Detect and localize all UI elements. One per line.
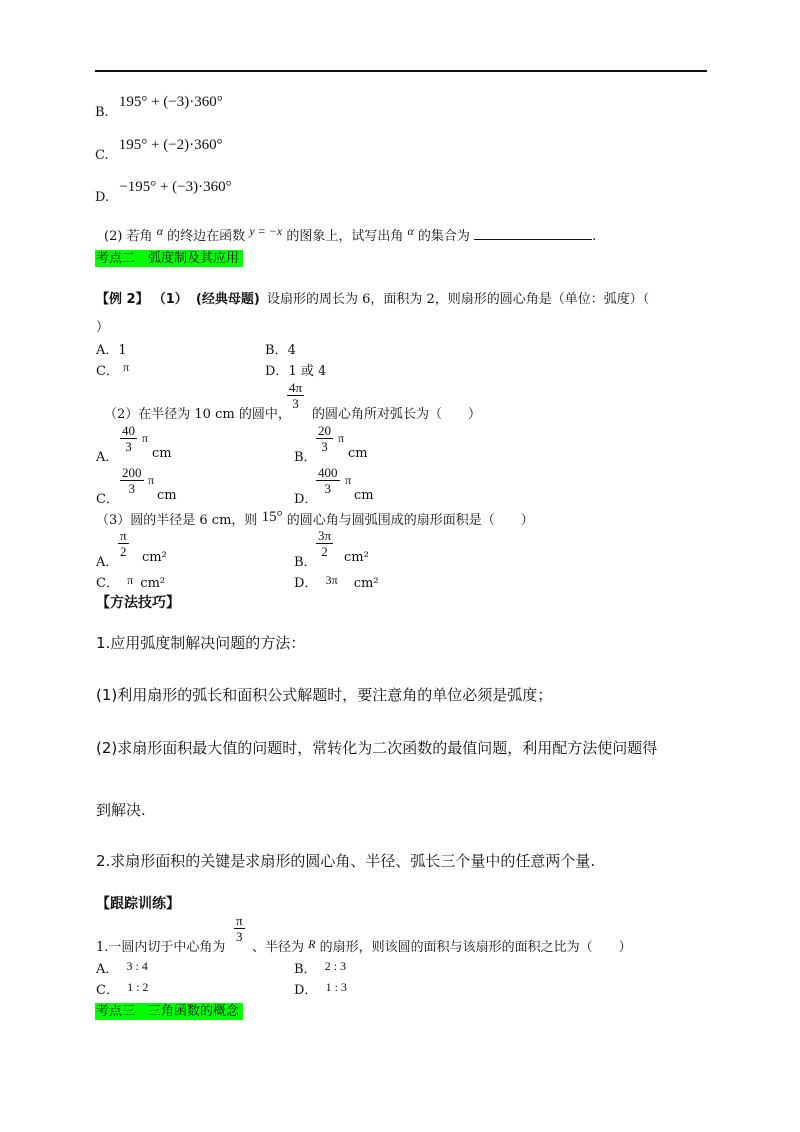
pi-symbol: π	[338, 431, 345, 445]
fraction-numerator: 3π	[318, 528, 332, 543]
fraction-numerator: π	[236, 913, 243, 928]
unit: cm	[354, 488, 374, 503]
q1-part2-question	[104, 225, 596, 244]
question-text: （2）在半径为 10 cm 的圆中，	[104, 407, 291, 422]
unit: cm²	[353, 576, 379, 591]
option-b-fraction	[316, 528, 333, 559]
methods-line: (1)利用扇形的弧长和面积公式解题时，要注意角的单位必须是弧度；	[96, 686, 553, 704]
option-b-fraction	[316, 423, 333, 454]
part-3-option-d	[294, 572, 379, 591]
practice-option-c	[96, 979, 148, 998]
example-2-option-d	[265, 360, 326, 379]
angle-value: 15°	[261, 509, 283, 525]
math-symbol: α	[156, 224, 164, 238]
close-paren: ）	[96, 320, 110, 335]
option-label: C．	[96, 576, 119, 591]
q1-option-d	[95, 179, 232, 206]
option-label: C.	[95, 148, 109, 163]
header-rule	[95, 70, 707, 72]
part-2-question-prefix	[104, 403, 291, 422]
unit: cm²	[140, 576, 166, 591]
option-label: D．	[265, 364, 289, 379]
fraction-denominator: 3	[321, 439, 328, 454]
option-expression: −195° + (−3)·360°	[119, 179, 232, 195]
option-label: B．	[294, 962, 317, 977]
question-text: 、半径为	[252, 940, 305, 955]
pi-symbol: π	[345, 473, 352, 487]
practice-option-b	[294, 958, 346, 977]
option-label: B．	[265, 343, 288, 358]
q1-option-c	[95, 137, 223, 164]
section-title: 考点三 三角函数的概念	[95, 1003, 243, 1020]
question-text: 的扇形，则该圆的面积与该扇形的面积之比为（ ）	[319, 940, 632, 955]
methods-line: 到解决.	[96, 801, 146, 819]
fraction-denominator: 2	[120, 544, 127, 559]
example-2-question	[96, 288, 649, 307]
option-d-fraction	[316, 465, 340, 496]
option-value: 1 : 2	[127, 980, 149, 994]
part-3-option-c	[96, 572, 165, 591]
fraction-denominator: 3	[324, 481, 331, 496]
answer-blank[interactable]	[474, 227, 592, 240]
unit: cm	[348, 446, 368, 461]
option-label: B．	[294, 555, 317, 570]
practice-question-rest	[252, 936, 632, 955]
option-label: D．	[294, 983, 318, 998]
example-2-option-a	[96, 339, 127, 358]
question-text: 的圆心角与圆弧围成的扇形面积是（ ）	[286, 513, 534, 528]
methods-line: 1.应用弧度制解决问题的方法：	[96, 634, 306, 652]
question-text: 的圆心角所对弧长为（ ）	[312, 407, 482, 422]
fraction-denominator: 3	[236, 929, 243, 944]
option-label: A．	[96, 450, 119, 465]
q1-option-b	[95, 94, 223, 121]
fraction	[234, 913, 245, 944]
fraction-denominator: 2	[321, 544, 328, 559]
pi-symbol: π	[148, 473, 155, 487]
option-expression: 195° + (−3)·360°	[118, 94, 223, 110]
option-label: D.	[95, 190, 110, 205]
option-label: C．	[96, 364, 119, 379]
example-2-option-c	[96, 360, 129, 379]
part-number: （1）	[152, 292, 188, 307]
methods-line: 2.求扇形面积的关键是求扇形的圆心角、半径、弧长三个量中的任意两个量.	[96, 852, 596, 870]
part-3-question	[96, 509, 534, 529]
fraction-denominator: 3	[125, 439, 132, 454]
fraction-denominator: 3	[128, 481, 135, 496]
option-value: 1 : 3	[325, 980, 347, 994]
option-label: A．	[96, 555, 119, 570]
pi-symbol: π	[142, 431, 149, 445]
fraction-numerator: 20	[318, 423, 331, 438]
unit: cm	[152, 446, 172, 461]
option-value: 3 : 4	[126, 959, 148, 973]
practice-heading: 【跟踪训练】	[96, 896, 180, 912]
methods-heading: 【方法技巧】	[96, 595, 180, 611]
option-label: A．	[96, 962, 119, 977]
fraction-numerator: 400	[318, 465, 338, 480]
section-title: 考点二 弧度制及其应用	[95, 250, 243, 267]
question-text: 1.一圆内切于中心角为	[96, 940, 226, 955]
section-heading	[95, 247, 243, 266]
option-label: A．	[96, 343, 119, 358]
unit: cm²	[344, 550, 369, 565]
option-label: C．	[96, 492, 119, 507]
period: .	[592, 229, 597, 244]
fraction-numerator: 40	[122, 423, 135, 438]
unit: cm	[157, 488, 177, 503]
fraction	[287, 380, 304, 411]
math-symbol: R	[308, 937, 316, 951]
question-text: 的图象上，试写出角	[286, 229, 404, 244]
option-value: 4	[287, 343, 296, 358]
option-value: π	[127, 573, 134, 587]
question-text: （3）圆的半径是 6 cm，则	[96, 513, 258, 528]
math-symbol: α	[407, 224, 414, 238]
example-label: 【例 2】	[96, 292, 149, 307]
question-text: 设扇形的周长为 6，面积为 2，则扇形的圆心角是（单位：弧度）（	[266, 292, 650, 307]
option-label: B．	[294, 450, 317, 465]
example-2-option-b	[265, 339, 296, 358]
option-a-fraction	[118, 528, 129, 559]
option-c-fraction	[120, 465, 144, 496]
fraction-numerator: π	[120, 528, 127, 543]
option-value: π	[122, 360, 130, 374]
fraction-denominator: 3	[292, 396, 299, 411]
unit: cm²	[142, 550, 167, 565]
option-expression: 195° + (−2)·360°	[118, 137, 223, 153]
fraction-numerator: 200	[122, 465, 142, 480]
math-expression: y = −x	[249, 224, 283, 238]
option-a-fraction	[120, 423, 137, 454]
question-text: 的终边在函数	[167, 229, 246, 244]
question-text: 的集合为	[417, 229, 470, 244]
option-label: B.	[95, 105, 109, 120]
practice-option-a	[96, 958, 148, 977]
option-value: 2 : 3	[324, 959, 347, 973]
option-label: C．	[96, 983, 119, 998]
fraction-numerator: 4π	[289, 380, 303, 395]
option-label: D．	[294, 576, 318, 591]
option-label: D．	[294, 492, 318, 507]
question-text: (2) 若角	[104, 229, 153, 244]
option-value: 1	[118, 343, 127, 358]
option-value: 1 或 4	[288, 364, 327, 379]
example-tag: (经典母题)	[195, 292, 260, 307]
option-value: 3π	[325, 573, 338, 587]
section-heading	[95, 1000, 243, 1019]
practice-option-d	[294, 979, 347, 998]
methods-line: (2)求扇形面积最大值的问题时，常转化为二次函数的最值问题，利用配方法使问题得	[96, 739, 658, 757]
